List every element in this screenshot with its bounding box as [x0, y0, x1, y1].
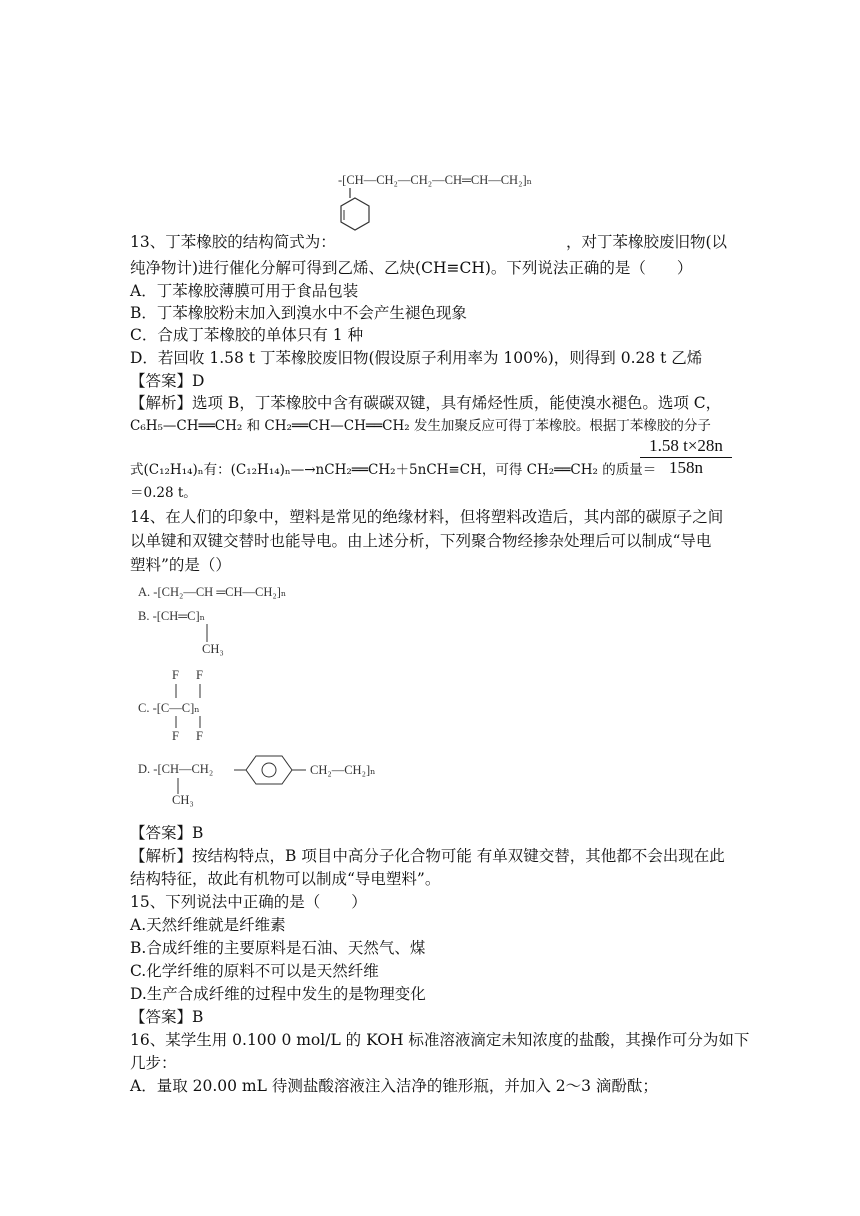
bond-line-b: [205, 624, 209, 642]
q16-stem-line2: 几步：: [130, 1054, 177, 1072]
q14-option-d-methyl: CH₃: [172, 793, 194, 807]
q14-stem-line1: 14、在人们的印象中，塑料是常见的绝缘材料，但将塑料改造后，其内部的碳原子之间: [130, 508, 724, 526]
q14-option-c-f-top-right: F: [196, 668, 203, 682]
q14-option-c-f-bottom-right: F: [196, 729, 203, 743]
q14-option-b: B. -[CH═C]ₙ: [138, 609, 206, 623]
bond-line-d: [176, 778, 180, 794]
q15-answer: 【答案】B: [130, 1008, 204, 1026]
q14-answer: 【答案】B: [130, 824, 204, 842]
q14-option-c: C. -[C—C]ₙ: [138, 701, 200, 715]
q14-option-c-f-top-left: F: [172, 668, 179, 682]
q13-answer: 【答案】D: [130, 372, 205, 390]
q14-option-d-left: D. -[CH—CH₂: [138, 762, 214, 776]
q13-option-b: B．丁苯橡胶粉末加入到溴水中不会产生褪色现象: [130, 304, 467, 322]
q14-stem-line3: 塑料”的是（）: [130, 556, 231, 574]
q16-option-a: A．量取 20.00 mL 待测盐酸溶液注入洁净的锥形瓶，并加入 2～3 滴酚酞；: [130, 1077, 658, 1095]
benzene-ring-icon: [336, 188, 376, 244]
q14-stem-line2: 以单键和双键交替时也能导电。由上述分析，下列聚合物经掺杂处理后可以制成“导电: [130, 532, 712, 550]
butadiene-styrene-structure: -[CH—CH₂—CH₂—CH═CH—CH₂]ₙ: [338, 173, 533, 187]
bond-lines-c-top: [174, 684, 204, 700]
bond-lines-c-bottom: [174, 716, 204, 730]
q13-explanation-line4: ＝0.28 t。: [130, 485, 197, 501]
fraction-numerator: 1.58 t×28n: [640, 436, 732, 458]
q15-option-b: B.合成纤维的主要原料是石油、天然气、煤: [130, 939, 426, 957]
q13-stem-line2: 纯净物计)进行催化分解可得到乙烯、乙炔(CH≡CH)。下列说法正确的是（ ）: [130, 259, 693, 277]
q13-explanation-line3: 式(C₁₂H₁₄)ₙ有：(C₁₂H₁₄)ₙ—→nCH₂══CH₂＋5nCH≡CH，可得 CH₂══CH₂ 的质量＝: [130, 462, 657, 478]
q13-explanation-line1: 【解析】选项 B，丁苯橡胶中含有碳碳双键，具有烯烃性质，能使溴水褪色。选项 C，: [130, 394, 722, 412]
q13-stem-line1: 13、丁苯橡胶的结构简式为：: [130, 233, 336, 251]
q13-explanation-line2: C₆H₅—CH══CH₂ 和 CH₂══CH—CH══CH₂ 发生加聚反应可得丁苯橡胶。根据丁苯橡胶的分子: [130, 418, 711, 434]
q14-explanation-line2: 结构特征，故此有机物可以制成“导电塑料”。: [130, 870, 441, 888]
q14-explanation-line1: 【解析】按结构特点，B 项目中高分子化合物可能 有单双键交替，其他都不会出现在此: [130, 847, 725, 865]
q14-option-c-f-bottom-left: F: [172, 729, 179, 743]
q14-option-b-methyl: CH₃: [202, 642, 224, 656]
q13-option-a: A．丁苯橡胶薄膜可用于食品包装: [130, 282, 359, 300]
mass-fraction: [640, 436, 732, 478]
q16-stem-line1: 16、某学生用 0.100 0 mol/L 的 KOH 标准溶液滴定未知浓度的盐酸，其操作可分为如下: [130, 1031, 750, 1049]
fraction-denominator: 158n: [669, 458, 703, 477]
q15-option-a: A.天然纤维就是纤维素: [130, 916, 286, 934]
q15-option-d: D.生产合成纤维的过程中发生的是物理变化: [130, 985, 426, 1003]
q14-option-d-right: CH₂—CH₂]ₙ: [310, 763, 376, 777]
q13-stem-line1-end: ，对丁苯橡胶废旧物(以: [566, 233, 728, 251]
q14-option-a: A. -[CH₂—CH ═CH—CH₂]ₙ: [138, 585, 287, 599]
q13-option-d: D．若回收 1.58 t 丁苯橡胶废旧物(假设原子利用率为 100%)，则得到 0.28 t 乙烯: [130, 349, 703, 367]
q13-option-c: C．合成丁苯橡胶的单体只有 1 种: [130, 326, 364, 344]
q15-option-c: C.化学纤维的原料不可以是天然纤维: [130, 962, 379, 980]
q15-stem: 15、下列说法中正确的是（ ）: [130, 893, 367, 911]
benzene-ring-d-icon: [234, 752, 308, 788]
